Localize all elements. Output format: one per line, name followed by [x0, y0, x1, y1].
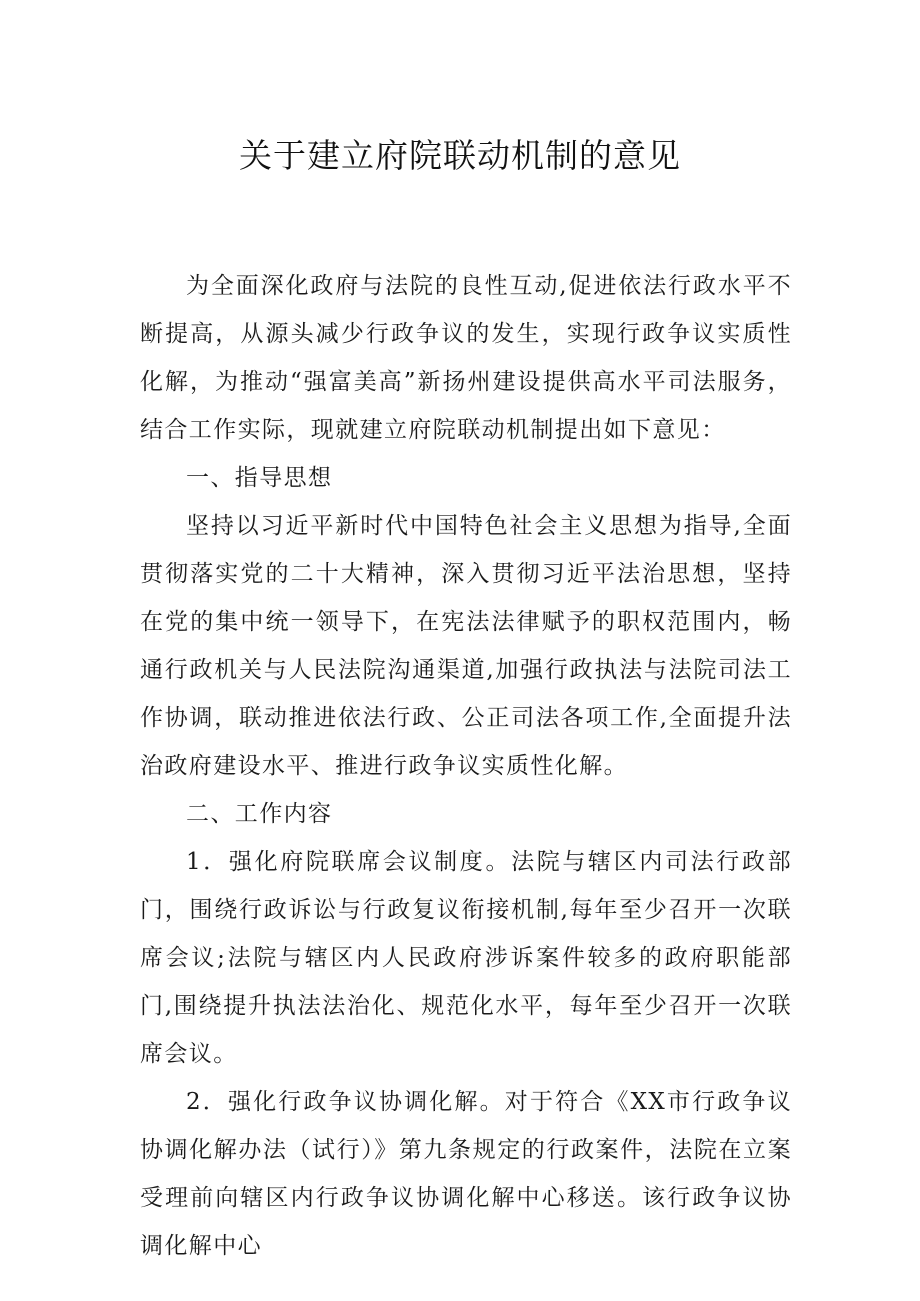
document-title: 关于建立府院联动机制的意见 — [239, 136, 681, 175]
work-item-1-paragraph: 1．强化府院联席会议制度。法院与辖区内司法行政部门，围绕行政诉讼与行政复议衔接机制,每年至少召开一次联席会议;法院与辖区内人民政府涉诉案件较多的政府职能部门,围绕提升执法法治化、规范化水平，每年至少召开一次联席会议。 — [140, 849, 792, 1067]
guiding-ideology-paragraph: 坚持以习近平新时代中国特色社会主义思想为指导,全面贯彻落实党的二十大精神，深入贯彻习近平法治思想，坚持在党的集中统一领导下，在宪法法律赋予的职权范围内，畅通行政机关与人民法院沟通渠道,加强行政执法与法院司法工作协调，联动推进依法行政、公正司法各项工作,全面提升法治政府建设水平、推进行政争议实质性化解。 — [140, 513, 792, 779]
section-heading-guiding-ideology: 一、指导思想 — [186, 465, 333, 491]
work-item-2-paragraph: 2．强化行政争议协调化解。对于符合《XX市行政争议协调化解办法（试行）》第九条规定的行政案件，法院在立案受理前向辖区内行政争议协调化解中心移送。该行政争议协调化解中心 — [140, 1089, 792, 1259]
intro-paragraph: 为全面深化政府与法院的良性互动,促进依法行政水平不断提高，从源头减少行政争议的发生，实现行政争议实质性化解，为推动“强富美高”新扬州建设提供高水平司法服务，结合工作实际，现就建立府院联动机制提出如下意见： — [140, 273, 792, 443]
document-body — [140, 262, 792, 1270]
section-heading-work-content: 二、工作内容 — [186, 801, 333, 827]
